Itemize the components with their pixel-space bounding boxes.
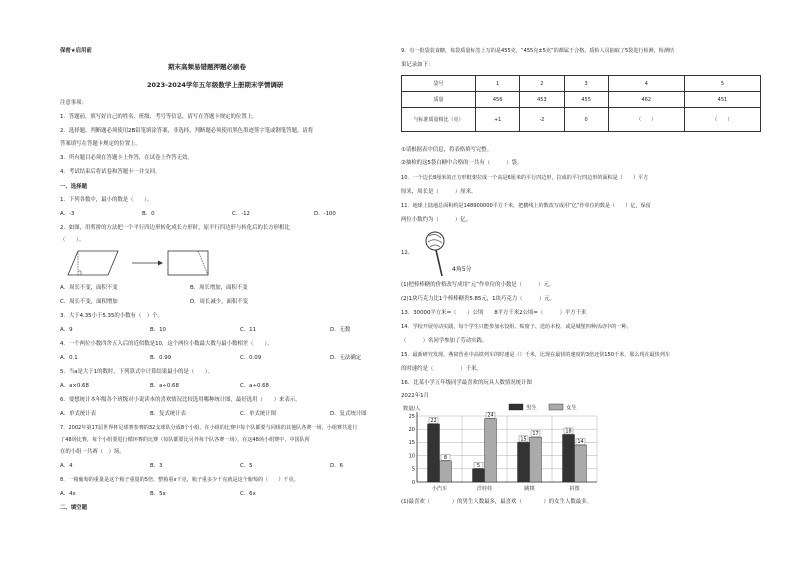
q1-opt: A．-3 — [60, 211, 75, 217]
q7-stem: 7．2002年第17届世界杯足球赛参赛的32支球队分成8个小组，在小组的比赛中每个队都要与同组的其他队各赛一场，小组赛共进行 — [60, 425, 358, 431]
q10-stem-cont: 厘米，周长是（ ）厘米。 — [401, 189, 477, 195]
bar-girls — [440, 461, 452, 482]
table-cell: 456 — [476, 92, 520, 108]
q2-stem-cont: （ ）。 — [60, 237, 85, 243]
q4-opt: B．0.99 — [150, 355, 172, 361]
bar-girls — [485, 419, 497, 482]
q14-stem: 14．学校开展劳动实践，每个学生只能参加水饺组、贴窗子、送给本校、或是城堡四种活动中的一种。 — [401, 324, 632, 330]
data-label: 22 — [430, 417, 437, 424]
q9-table — [401, 75, 761, 132]
q7-stem-cont: 在的小组一共赛（ ）场。 — [60, 449, 125, 455]
note-item: 4．考试结束后将试卷和答题卡一并交回。 — [60, 169, 161, 175]
lollipop-icon — [424, 230, 448, 278]
table-cell: 0 — [564, 108, 608, 132]
q12a: (1)把棒棒糖的价格改写成用“元”作单位的小数是（ ）元。 — [401, 282, 555, 288]
q1-opt: D．-100 — [314, 211, 336, 217]
table-cell: -2 — [520, 108, 564, 132]
table-row — [402, 108, 761, 132]
y-tick-label: 10 — [408, 453, 415, 460]
q3-stem: 3．大于4.35小于5.35的小数有（ ）个。 — [60, 313, 163, 319]
q2-opt: C．周长不变，面积增加 — [60, 299, 118, 305]
data-label: 17 — [532, 431, 539, 438]
data-label: 18 — [565, 428, 572, 435]
exam-subtitle: 2023-2024学年五年级数学上册期末学情调研 — [147, 81, 284, 89]
section-fill: 二、填空题 — [60, 505, 87, 511]
bar-girls — [530, 437, 542, 482]
y-tick-label: 5 — [411, 466, 415, 473]
parallelogram-figure — [66, 249, 216, 279]
q5-stem: 5．当a是大于1的数时，下列算式中计算结果最小的是（ ）。 — [60, 369, 214, 375]
table-cell: +1 — [476, 108, 520, 132]
q11-stem: 11．地球上陆地总面积约是148900000平方千米，把横线上的数改写成用“亿”作单位的数是（ ）亿，保留 — [401, 203, 651, 209]
q7-opt: D．6 — [330, 463, 343, 469]
q6-opt: C．单式统计图 — [240, 411, 277, 417]
table-cell: 与标准质量相比（克） — [402, 108, 476, 132]
q7-stem-cont: 了48场比赛，每个小组要进行循环赛的比赛（每队都要比另外每个队各赛一场）。在这48场小组赛中，中国队所 — [60, 437, 310, 443]
q8-stem: 8．一箱葡萄的重量是这个箱子重量的5倍，整箱重x千克，箱子重多少千克就是这个葡萄的（ ）千克。 — [60, 477, 299, 483]
y-tick-label: 20 — [408, 427, 415, 433]
q2-stem: 2．如图，用剪拼的方法把一个平行四边形转化成长方形时，原平行四边形与转化后的长方形相比 — [60, 225, 290, 231]
bar-boys — [428, 424, 440, 482]
note-item: 1．答题前，填写好自己的姓名、班级、考号等信息，请写在答题卡规定的位置上。 — [60, 114, 258, 120]
q6-opt: D．复式统计图 — [330, 411, 367, 417]
legend-swatch — [509, 404, 523, 410]
q14-stem-cont: （ ）名同学参加了劳动实践。 — [401, 338, 488, 344]
table-cell: 453 — [520, 92, 564, 108]
q9b: ②抽检的这5袋白糖中合格的一共有（ ）袋。 — [401, 160, 523, 166]
q7-opt: B．3 — [150, 463, 163, 469]
q3-opt: A．9 — [60, 327, 73, 333]
q9-stem: 9．有一批袋装食糖，每袋质量标签上写的是455克，“455克±5克”的都属于合格。质检人员抽取了5袋进行检测，检测结 — [401, 48, 675, 54]
q6-stem: 6．要想统计本年级各个班级对小说读本的喜欢情况比较选用哪种统计图，最好选用（ ）来表示。 — [60, 397, 301, 403]
q16a: (1)最喜欢（ ）的男生人数最多，最喜欢（ ）的女生人数最多。 — [401, 499, 592, 505]
bar-boys — [563, 434, 575, 482]
legend-label: 女生 — [566, 405, 577, 412]
q2-opt: A．周长不变，面积不变 — [60, 285, 118, 291]
q8-opt: B．5x — [150, 491, 166, 497]
table-cell: 455 — [564, 92, 608, 108]
q8-opt: A．4x — [60, 491, 76, 497]
table-cell: 2 — [520, 76, 564, 92]
q16-date: 2022年1月 — [401, 393, 429, 399]
data-label: 24 — [487, 412, 494, 419]
note-item: 2．选择题、判断题必须使用2B铅笔填涂答案，非选择、判断题必须使用黑色墨迹签字笔或钢笔答题，请将 — [60, 128, 314, 134]
q2-opt: D．周长减少，面积不变 — [190, 299, 249, 305]
q4-stem: 4．一个两位小数四舍五入后的近似数是10，这个两位小数最大数与最小数相差（ ）。 — [60, 341, 273, 347]
q4-opt: D．无法确定 — [330, 355, 362, 361]
y-tick-label: 15 — [408, 440, 415, 447]
q1-opt: C．-12 — [232, 211, 250, 217]
data-label: 15 — [520, 436, 527, 443]
q4-opt: C．0.09 — [240, 355, 262, 361]
q9-stem-cont: 果记录如下： — [401, 62, 434, 68]
q13: 13．30000平方米=（ ）公顷 8平方千米2公顷=（ ）平方千米 — [401, 310, 587, 316]
q1-stem: 1．下列各数中，最小的数是（ ）。 — [60, 197, 153, 203]
bar-boys — [473, 469, 485, 482]
table-cell: 质量 — [402, 92, 476, 108]
table-cell: 451 — [684, 92, 760, 108]
x-tick-label: 洋娃娃 — [476, 486, 493, 492]
bar-girls — [575, 445, 587, 482]
note-item: 答案填写在答题卡规定的位置上。 — [60, 141, 141, 147]
q7-opt: A．4 — [60, 463, 73, 469]
q9a: ①请根据表中信息，将表格填写完整。 — [401, 147, 493, 153]
table-cell: 1 — [476, 76, 520, 92]
y-tick-label: 25 — [408, 413, 415, 420]
q1-opt: B．0 — [142, 211, 155, 217]
table-cell: （ ） — [608, 108, 684, 132]
y-axis-label: 数量/人 — [403, 406, 421, 412]
notes-label: 注意事项： — [60, 100, 87, 106]
q11-stem-cont: 两位小数约为（ ）亿。 — [401, 217, 472, 223]
table-cell: 袋号 — [402, 76, 476, 92]
table-cell: 3 — [564, 76, 608, 92]
y-tick-label: 0 — [411, 479, 415, 486]
q4-opt: A．0.1 — [60, 355, 78, 361]
x-tick-label: 小汽车 — [431, 486, 448, 492]
q2-opt: B．周长增加，面积不变 — [190, 285, 248, 291]
table-cell: 462 — [608, 92, 684, 108]
q6-opt: A．单式统计表 — [60, 411, 97, 417]
q6-opt: B．复式统计表 — [150, 411, 187, 417]
table-cell: （ ） — [684, 108, 760, 132]
lollipop-price: 4角5分 — [452, 266, 472, 273]
exam-title: 期末高频易错题押题必刷卷 — [168, 63, 246, 71]
section-choice: 一、选择题 — [60, 184, 87, 190]
legend-swatch — [549, 404, 563, 410]
q15-stem-cont: 的时速约是（ ）千米。 — [401, 366, 482, 372]
x-tick-label: 拼图 — [569, 486, 580, 492]
bar-boys — [518, 442, 530, 482]
q3-opt: C．11 — [240, 327, 257, 333]
table-row — [402, 76, 761, 92]
q15-stem: 15．最新研究发现，燕窝营业中高铁列车的时速是（）千米，比现在最快的速度的3倍还快150千米，那么现在最快列车 — [401, 352, 671, 358]
x-tick-label: 跳棋 — [524, 486, 535, 492]
q10-stem: 10．一个边长8厘米的正方形框架拉成一个高是6厘米的平行四边形，拉成的平行四边形的面积是（ ）平方 — [401, 175, 649, 181]
q12b: (2)1块巧克力比1个棒棒糖贵5.85元，1块巧克力（ ）元。 — [401, 296, 555, 302]
q8-opt: C．6x — [240, 491, 256, 497]
q3-opt: B．10 — [150, 327, 166, 333]
q12-number: 12． — [401, 250, 414, 256]
table-cell: 5 — [684, 76, 760, 92]
bar-chart — [401, 402, 601, 494]
data-label: 5 — [476, 462, 481, 469]
note-item: 3．所有题目必须在答题卡上作答，在试卷上作答无效。 — [60, 155, 193, 161]
q16-stem: 16．比某小学五年级同学最喜欢的玩具人数情况统计图 — [401, 380, 532, 386]
table-row — [402, 92, 761, 108]
table-cell: 4 — [608, 76, 684, 92]
q5-opt: C．a÷0.68 — [240, 383, 269, 389]
q5-opt: B．a÷0.68 — [150, 383, 179, 389]
legend-label: 男生 — [526, 405, 537, 412]
q3-opt: D．无数 — [330, 327, 351, 333]
q7-opt: C．5 — [240, 463, 253, 469]
data-label: 14 — [577, 439, 584, 446]
data-label: 8 — [443, 454, 448, 461]
q5-opt: A．a×0.68 — [60, 383, 89, 389]
secret-label: 保密★启用前 — [60, 48, 92, 54]
